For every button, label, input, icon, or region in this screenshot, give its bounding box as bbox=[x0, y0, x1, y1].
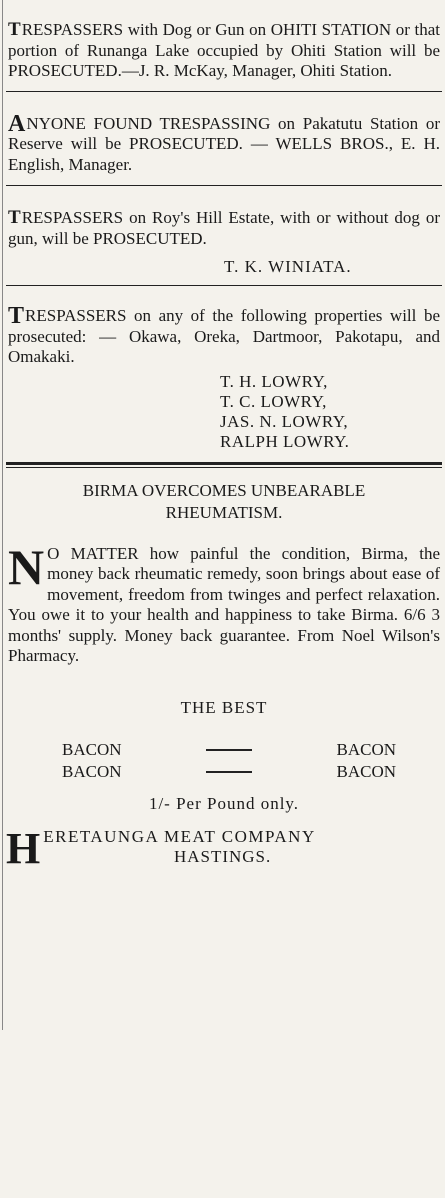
divider bbox=[6, 285, 442, 286]
price-line: 1/- Per Pound only. bbox=[148, 793, 300, 813]
advert-bacon bbox=[6, 667, 442, 869]
column-left-border bbox=[2, 0, 3, 1030]
drop-cap: T bbox=[8, 207, 21, 228]
bacon-right: BACON bbox=[336, 761, 396, 781]
company-town: HASTINGS. bbox=[173, 846, 272, 866]
company-block bbox=[6, 827, 442, 869]
advert-birma-text bbox=[8, 538, 440, 667]
signature-line: T. C. LOWRY, bbox=[220, 391, 327, 411]
bacon-row bbox=[6, 761, 442, 783]
notice-body: RESPASSERS on any of the following properties will be prosecuted: — Okawa, Oreka, Dartmoor, Pakotapu, and Omakaki. bbox=[8, 306, 440, 366]
classified-column bbox=[6, 0, 442, 869]
bacon-left: BACON bbox=[62, 761, 122, 781]
drop-cap: H bbox=[6, 826, 41, 869]
signature-line: JAS. N. LOWRY, bbox=[220, 411, 349, 431]
headline-line-1: BIRMA OVERCOMES UNBEARABLE bbox=[82, 480, 366, 500]
dash-rule bbox=[206, 771, 252, 773]
dash-rule bbox=[206, 749, 252, 751]
notice-body: RESPASSERS on Roy's Hill Estate, with or without dog or gun, will be PROSECUTED. bbox=[8, 208, 440, 248]
bacon-row bbox=[6, 739, 442, 761]
notice-pakatutu-station bbox=[6, 98, 442, 176]
notice-roys-hill-text bbox=[8, 208, 440, 249]
notice-body: NYONE FOUND TRESPASSING on Pakatutu Station or Reserve will be PROSECUTED. — WELLS BROS., E. H. English, Manager. bbox=[8, 113, 440, 174]
drop-cap: A bbox=[8, 110, 26, 137]
headline-line-2: RHEUMATISM. bbox=[165, 502, 283, 522]
signature: T. K. WINIATA. bbox=[224, 257, 352, 276]
notice-lowry-text bbox=[8, 303, 440, 368]
company-name: ERETAUNGA MEAT COMPANY bbox=[43, 826, 316, 846]
bacon-right: BACON bbox=[336, 739, 396, 759]
double-divider bbox=[6, 462, 442, 468]
signature-list bbox=[6, 372, 442, 452]
notice-pakatutu-text bbox=[8, 110, 440, 176]
signature-line: RALPH LOWRY. bbox=[220, 431, 350, 451]
bacon-left: BACON bbox=[62, 739, 122, 759]
notice-body: RESPASSERS with Dog or Gun on OHITI STATION or that portion of Runanga Lake occupied by Ohiti Station will be PROSECUTED.—J. R. McKay, Manager, Ohiti Station. bbox=[8, 20, 440, 80]
advert-headline bbox=[6, 480, 442, 524]
drop-cap: T bbox=[8, 19, 21, 40]
divider bbox=[6, 185, 442, 186]
drop-cap: N bbox=[8, 538, 45, 595]
drop-cap: T bbox=[8, 303, 25, 329]
bacon-rows bbox=[6, 739, 442, 783]
advert-birma bbox=[6, 472, 442, 667]
notice-ohiti-text bbox=[8, 20, 440, 82]
advert-body: O MATTER how painful the condition, Birma, the money back rheumatic remedy, soon brings about ease of movement, freedom from twinges and perfect relaxation. You owe it to your health and happiness to take Birma. 6/6 3 months' supply. Money back guarantee. From Noel Wilson's Pharmacy. bbox=[8, 543, 440, 665]
notice-roys-hill bbox=[6, 192, 442, 277]
notice-ohiti-station bbox=[6, 0, 442, 82]
signature-line: T. H. LOWRY, bbox=[220, 371, 328, 391]
notice-lowry-properties bbox=[6, 292, 442, 452]
advert-heading: THE BEST bbox=[180, 697, 268, 717]
divider bbox=[6, 91, 442, 92]
